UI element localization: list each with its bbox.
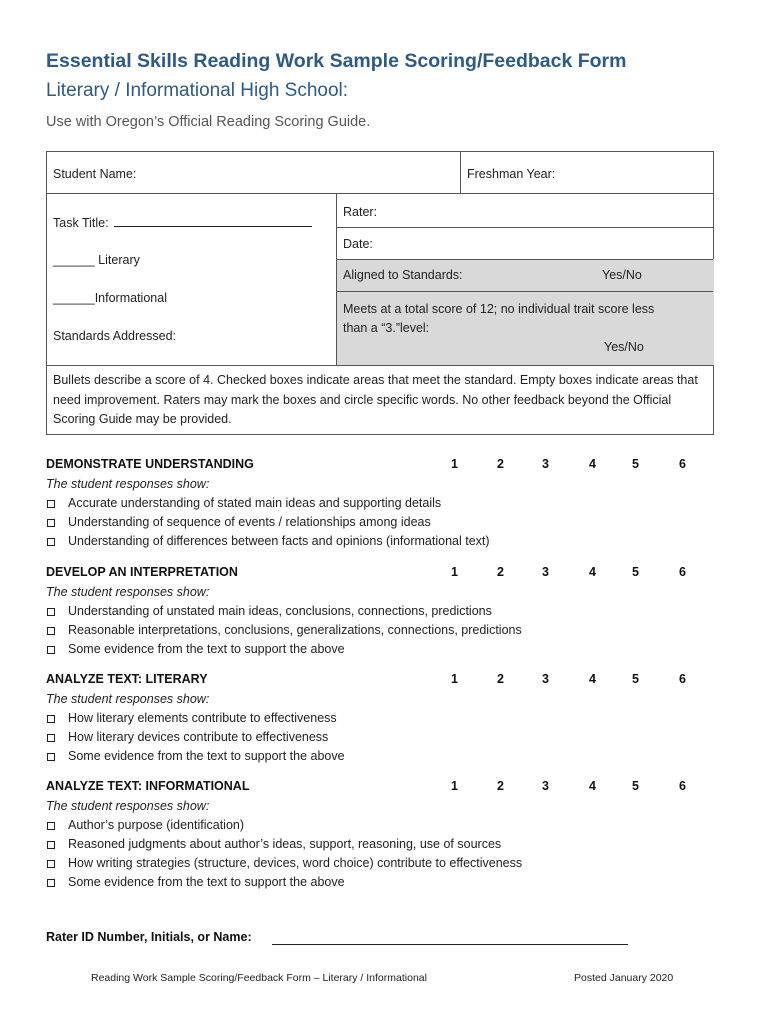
section-develop-interpretation [46,565,726,659]
checklist-item-label: Author’s purpose (identification) [68,818,245,832]
checkbox-icon[interactable] [47,500,55,508]
section-analyze-literary [46,672,726,766]
checklist-item[interactable] [46,747,726,766]
checklist-item[interactable] [46,816,726,835]
score-3[interactable]: 3 [542,457,549,471]
checklist-item[interactable] [46,513,726,532]
checklist-item[interactable] [46,854,726,873]
checkbox-icon[interactable] [47,538,55,546]
checklist-item[interactable] [46,602,726,621]
checkbox-icon[interactable] [47,519,55,527]
checklist-item[interactable] [46,835,726,854]
section-title: ANALYZE TEXT: LITERARY [46,672,208,686]
aligned-yes-no[interactable]: Yes/No [602,268,642,282]
checklist-item-label: Some evidence from the text to support the above [68,642,345,656]
score-6[interactable]: 6 [679,457,686,471]
section-title: DEVELOP AN INTERPRETATION [46,565,238,579]
meets-criteria-line2: than a “3.”level: [343,321,430,335]
meets-criteria-line1: Meets at a total score of 12; no individual trait score less [343,302,655,316]
divider [47,365,713,366]
score-1[interactable]: 1 [451,672,458,686]
divider [337,291,713,292]
section-subtitle: The student responses show: [46,692,210,706]
checklist-item-label: Reasoned judgments about author’s ideas, support, reasoning, use of sources [68,837,502,851]
checklist-item[interactable] [46,532,726,551]
divider [337,259,713,260]
student-info-box [46,151,714,435]
checkbox-icon[interactable] [47,879,55,887]
checkbox-icon[interactable] [47,841,55,849]
checkbox-icon[interactable] [47,734,55,742]
section-title: ANALYZE TEXT: INFORMATIONAL [46,779,250,793]
score-4[interactable]: 4 [589,672,596,686]
task-title-field[interactable] [53,215,312,230]
section-demonstrate-understanding [46,457,726,551]
section-subtitle: The student responses show: [46,585,210,599]
score-5[interactable]: 5 [632,457,639,471]
standards-addressed-label: Standards Addressed: [53,329,176,343]
score-6[interactable]: 6 [679,779,686,793]
score-2[interactable]: 2 [497,779,504,793]
score-5[interactable]: 5 [632,672,639,686]
checklist-item[interactable] [46,728,726,747]
checkbox-icon[interactable] [47,608,55,616]
form-subtitle: Literary / Informational High School: [46,80,349,101]
task-title-blank [114,215,312,227]
score-1[interactable]: 1 [451,565,458,579]
rater-id-input-line[interactable] [272,944,628,945]
score-5[interactable]: 5 [632,565,639,579]
checklist-item[interactable] [46,709,726,728]
score-2[interactable]: 2 [497,457,504,471]
checklist-item-label: Understanding of unstated main ideas, conclusions, connections, predictions [68,604,492,618]
section-analyze-informational [46,779,726,892]
divider [337,227,713,228]
footer-form-name: Reading Work Sample Scoring/Feedback Form – Literary / Informational [91,972,427,984]
score-6[interactable]: 6 [679,565,686,579]
score-4[interactable]: 4 [589,457,596,471]
checklist-item-label: Reasonable interpretations, conclusions, generalizations, connections, predictions [68,623,522,637]
divider [336,193,337,365]
scoring-guide-note: Use with Oregon’s Official Reading Scoring Guide. [46,114,371,130]
checklist-item-label: Some evidence from the text to support the above [68,875,345,889]
section-subtitle: The student responses show: [46,477,210,491]
checkbox-icon[interactable] [47,715,55,723]
informational-option[interactable]: ______Informational [53,291,167,305]
divider [47,193,713,194]
checklist-item-label: Understanding of sequence of events / relationships among ideas [68,515,431,529]
section-subtitle: The student responses show: [46,799,210,813]
score-2[interactable]: 2 [497,565,504,579]
checkbox-icon[interactable] [47,646,55,654]
checklist-item-label: How literary devices contribute to effectiveness [68,730,329,744]
divider [460,152,461,193]
score-3[interactable]: 3 [542,779,549,793]
rater-id-label: Rater ID Number, Initials, or Name: [46,930,252,944]
score-3[interactable]: 3 [542,565,549,579]
score-4[interactable]: 4 [589,565,596,579]
checkbox-icon[interactable] [47,753,55,761]
checklist-item-label: Accurate understanding of stated main ideas and supporting details [68,496,442,510]
checklist-item-label: Some evidence from the text to support the above [68,749,345,763]
form-title: Essential Skills Reading Work Sample Scoring/Feedback Form [46,50,627,72]
checkbox-icon[interactable] [47,627,55,635]
score-3[interactable]: 3 [542,672,549,686]
checklist-item[interactable] [46,621,726,640]
aligned-standards-label: Aligned to Standards: [343,268,463,282]
score-2[interactable]: 2 [497,672,504,686]
score-1[interactable]: 1 [451,779,458,793]
score-4[interactable]: 4 [589,779,596,793]
checklist-item[interactable] [46,873,726,892]
freshman-year-label: Freshman Year: [467,167,556,181]
score-6[interactable]: 6 [679,672,686,686]
rater-label: Rater: [343,205,378,219]
meets-yes-no[interactable]: Yes/No [604,340,644,354]
date-label: Date: [343,237,373,251]
checklist-item[interactable] [46,640,726,659]
scoring-instructions: Bullets describe a score of 4. Checked boxes indicate areas that meet the standard. Empty boxes indicate areas that need improvement. Raters may mark the boxes and circle specific words. No other feedback beyond the Official Scoring Guide may be provided. [53,373,698,426]
literary-option[interactable]: ______ Literary [53,253,140,267]
score-5[interactable]: 5 [632,779,639,793]
score-1[interactable]: 1 [451,457,458,471]
checklist-item-label: Understanding of differences between facts and opinions (informational text) [68,534,490,548]
checklist-item[interactable] [46,494,726,513]
task-title-label: Task Title: [53,216,109,230]
checkbox-icon[interactable] [47,822,55,830]
student-name-label: Student Name: [53,167,137,181]
checklist-item-label: How literary elements contribute to effectiveness [68,711,337,725]
checklist-item-label: How writing strategies (structure, devices, word choice) contribute to effectiveness [68,856,523,870]
checkbox-icon[interactable] [47,860,55,868]
footer-posted-date: Posted January 2020 [574,972,674,984]
section-title: DEMONSTRATE UNDERSTANDING [46,457,254,471]
